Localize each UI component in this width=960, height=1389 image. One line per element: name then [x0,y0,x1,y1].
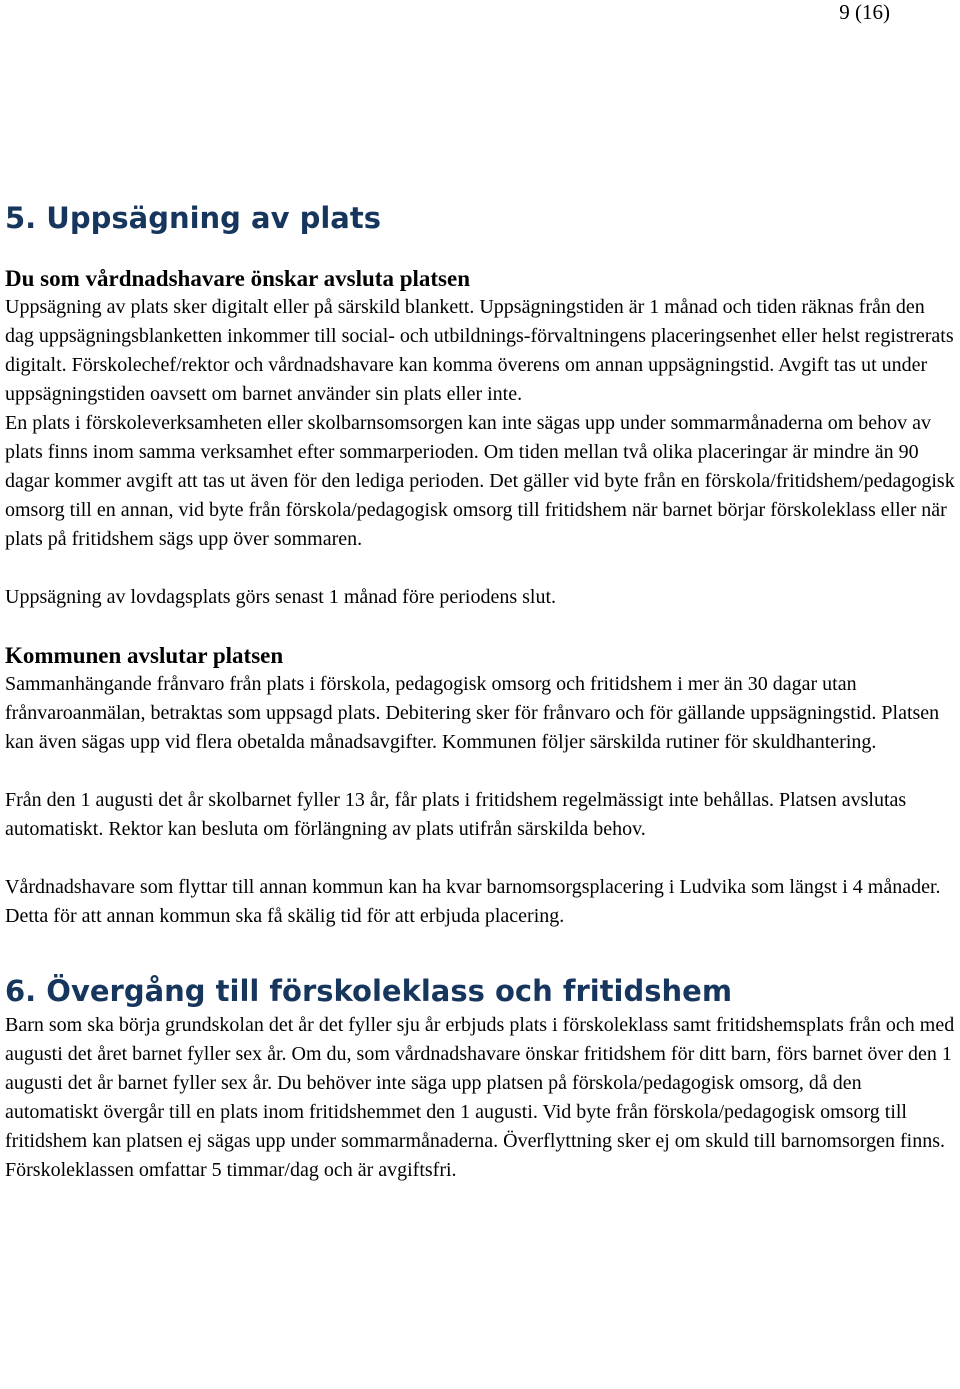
section-6-paragraph-1: Barn som ska börja grundskolan det år det fyller sju år erbjuds plats i förskoleklass samt fritidshemsplats från och med augusti det året barnet fyller sex år. Om du, som vårdnadshavare önskar fritidshem för ditt barn, förs barnet över den 1 augusti det år barnet fyller sex år. Du behöver inte säga upp platsen på förskola/pedagogisk omsorg, då den automatiskt övergår till en plats inom fritidshemmet den 1 augusti. Vid byte från förskola/pedagogisk omsorg till fritidshem kan platsen ej sägas upp under sommarmånaderna. Överflyttning sker ej om skuld till barnomsorgen finns. [5,1014,955,1152]
section-5-heading: 5. Uppsägning av plats [5,201,381,235]
section-6-paragraph-2: Förskoleklassen omfattar 5 timmar/dag och är avgiftsfri. [5,1159,457,1181]
section-5-paragraph-6: Vårdnadshavare som flyttar till annan kommun kan ha kvar barnomsorgsplacering i Ludvika som längst i 4 månader. Detta för att annan kommun ska få skälig tid för att erbjuda placering. [5,876,941,927]
section-5-paragraph-4: Sammanhängande frånvaro från plats i förskola, pedagogisk omsorg och fritidshem i mer än 30 dagar utan frånvaroanmälan, betraktas som uppsagd plats. Debitering sker för frånvaro och för gällande uppsägningstid. Platsen kan även sägas upp vid flera obetalda månadsavgifter. Kommunen följer särskilda rutiner för skuldhantering. [5,673,940,753]
section-5-subheading-2: Kommunen avslutar platsen [5,643,284,668]
section-5-paragraph-3: Uppsägning av lovdagsplats görs senast 1 månad före periodens slut. [5,586,557,608]
section-5-paragraph-1: Uppsägning av plats sker digitalt eller på särskild blankett. Uppsägningstiden är 1 månad och tiden räknas från den dag uppsägningsblanketten inkommer till social- och utbildnings-förvaltningens placeringsenhet eller helst registrerats digitalt. Förskolechef/rektor och vårdnadshavare kan komma överens om annan uppsägningstid. Avgift tas ut under uppsägningstiden oavsett om barnet använder sin plats eller inte. [5,296,954,405]
section-5-subheading: Du som vårdnadshavare önskar avsluta platsen [5,266,470,291]
section-5-paragraph-2: En plats i förskoleverksamheten eller skolbarnsomsorgen kan inte sägas upp under sommarmånaderna om behov av plats finns inom samma verksamhet efter sommarperioden. Om tiden mellan två olika placeringar är mindre än 90 dagar kommer avgift att tas ut även för den lediga perioden. Det gäller vid byte från en förskola/fritidshem/pedagogisk omsorg till en annan, vid byte från förskola/pedagogisk omsorg till fritidshem när barnet börjar förskoleklass eller när plats på fritidshem sägs upp över sommaren. [5,412,955,550]
page-number: 9 (16) [839,0,890,24]
section-6-heading: 6. Övergång till förskoleklass och fritidshem [5,974,733,1008]
document-content [5,198,957,1185]
section-5-paragraph-5: Från den 1 augusti det år skolbarnet fyller 13 år, får plats i fritidshem regelmässigt inte behållas. Platsen avslutas automatiskt. Rektor kan besluta om förlängning av plats utifrån särskilda behov. [5,789,907,840]
